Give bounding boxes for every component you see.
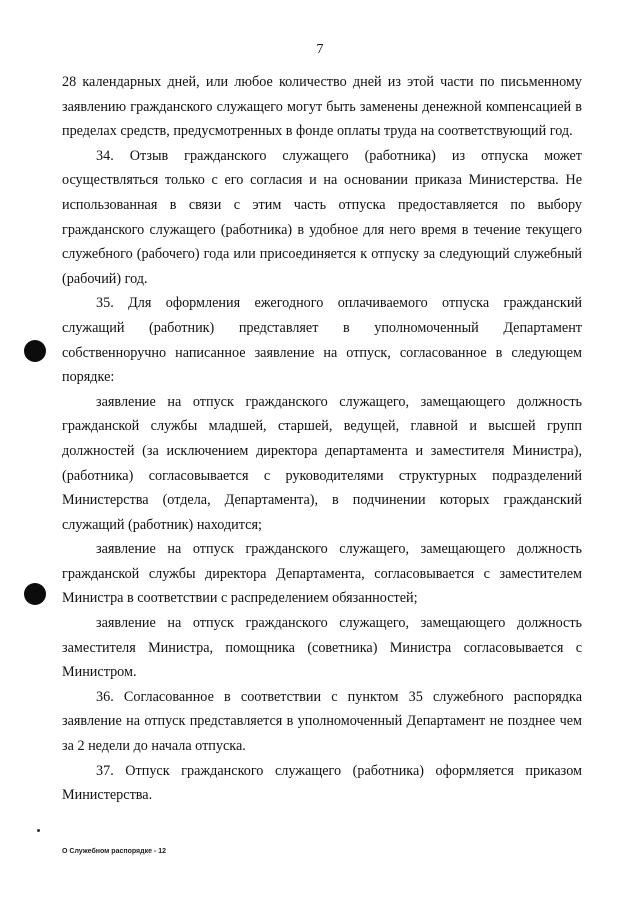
scan-mark xyxy=(37,829,40,832)
punch-hole-bottom xyxy=(24,583,46,605)
paragraph-35: 35. Для оформления ежегодного оплачиваемого отпуска гражданский служащий (работник) представляет в уполномоченный Департамент собственноручно написанное заявление на отпуск, согласованное в следующем порядке: xyxy=(62,295,582,386)
paragraph-1: 28 календарных дней, или любое количество дней из этой части по письменному заявлению гражданского служащего могут быть заменены денежной компенсацией в пределах средств, предусмотренных в фонде оплаты труда на соответствующий год. xyxy=(62,74,582,140)
page-number: 7 xyxy=(316,42,324,57)
paragraph-36: 36. Согласованное в соответствии с пунктом 35 служебного распорядка заявление на отпуск представляется в уполномоченный Департамент не позднее чем за 2 недели до начала отпуска. xyxy=(62,688,582,755)
paragraph-34: 34. Отзыв гражданского служащего (работника) из отпуска может осуществляться только с его согласия и на основании приказа Министерства. Не использованная в связи с этим часть отпуска предоставляется по выбору гражданского служащего (работника) в удобное для него время в течение текущего служебного (рабочего) года или присоединяется к отпуску за следующий служебный (рабочий) год. xyxy=(62,147,582,287)
paragraph-37: 37. Отпуск гражданского служащего (работника) оформляется приказом Министерства. xyxy=(62,762,582,804)
paragraph-35-item-3: заявление на отпуск гражданского служащего, замещающего должность заместителя Министра, помощника (советника) Министра согласовывается с Министром. xyxy=(62,615,582,681)
paragraph-35-item-2: заявление на отпуск гражданского служащего, замещающего должность гражданской службы директора Департамента, согласовывается с заместителем Министра в соответствии с распределением обязанностей; xyxy=(62,541,582,607)
punch-hole-top xyxy=(24,340,46,362)
paragraph-35-item-1: заявление на отпуск гражданского служащего, замещающего должность гражданской службы младшей, старшей, ведущей, главной и высшей групп должностей (за исключением директора департамента и заместителя Министра), (работника) согласовывается с руководителями структурных подразделений Министерства (отдела, Департамента), в подчинении которых гражданский служащий (работник) находится; xyxy=(62,393,582,533)
footer-label: О Служебном распорядке - 12 xyxy=(62,848,166,855)
document-body xyxy=(62,70,582,808)
